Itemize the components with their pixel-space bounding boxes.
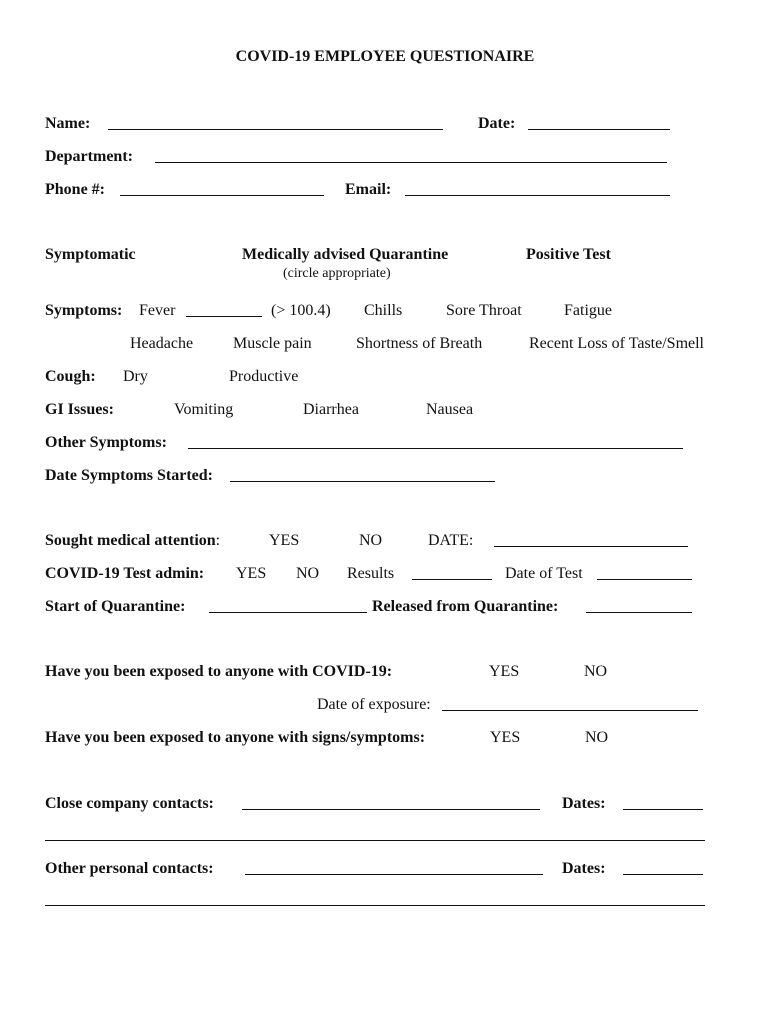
fever-temp-field[interactable] xyxy=(186,302,262,322)
symptom-headache[interactable]: Headache xyxy=(130,335,194,352)
symptom-sore-throat[interactable]: Sore Throat xyxy=(446,302,522,319)
test-label: COVID-19 Test admin: xyxy=(45,565,205,582)
test-yes[interactable]: YES xyxy=(236,565,267,582)
company-dates-field[interactable] xyxy=(623,795,703,815)
company-contacts-continuation-line[interactable] xyxy=(45,840,705,841)
email-field[interactable] xyxy=(405,181,670,201)
other-symptoms-field[interactable] xyxy=(188,434,683,454)
other-symptoms-label: Other Symptoms: xyxy=(45,434,167,451)
exposed-label: Have you been exposed to anyone with COVID-19: xyxy=(45,663,393,680)
exposed-yes[interactable]: YES xyxy=(489,663,520,680)
cough-dry[interactable]: Dry xyxy=(123,368,148,385)
department-label: Department: xyxy=(45,148,133,165)
company-contacts-field[interactable] xyxy=(242,795,540,815)
phone-label: Phone #: xyxy=(45,181,105,198)
phone-field[interactable] xyxy=(120,181,324,201)
date-of-test-label: Date of Test xyxy=(505,565,583,582)
exposed-signs-yes[interactable]: YES xyxy=(490,729,521,746)
personal-dates-label: Dates: xyxy=(562,860,606,877)
exposure-date-field[interactable] xyxy=(442,696,698,716)
fever-threshold: (> 100.4) xyxy=(271,302,331,319)
symptom-shortness-of-breath[interactable]: Shortness of Breath xyxy=(356,335,483,352)
symptom-fatigue[interactable]: Fatigue xyxy=(564,302,612,319)
exposed-signs-no[interactable]: NO xyxy=(585,729,609,746)
test-results-field[interactable] xyxy=(412,565,492,585)
department-field[interactable] xyxy=(155,148,667,168)
gi-diarrhea[interactable]: Diarrhea xyxy=(303,401,359,418)
medical-label: Sought medical attention xyxy=(45,532,216,549)
test-results-label: Results xyxy=(347,565,395,582)
symptom-fever[interactable]: Fever xyxy=(139,302,176,319)
exposed-no[interactable]: NO xyxy=(584,663,608,680)
personal-contacts-field[interactable] xyxy=(245,860,543,880)
symptom-taste-smell[interactable]: Recent Loss of Taste/Smell xyxy=(529,335,704,352)
personal-contacts-label: Other personal contacts: xyxy=(45,860,214,877)
gi-label: GI Issues: xyxy=(45,401,114,418)
status-quarantine[interactable]: Medically advised Quarantine xyxy=(242,246,449,263)
medical-date-label: DATE: xyxy=(428,532,474,549)
date-of-test-field[interactable] xyxy=(597,565,692,585)
status-positive-test[interactable]: Positive Test xyxy=(526,246,611,263)
test-no[interactable]: NO xyxy=(296,565,320,582)
medical-label-wrap xyxy=(45,532,220,550)
symptom-muscle-pain[interactable]: Muscle pain xyxy=(233,335,312,352)
company-dates-label: Dates: xyxy=(562,795,606,812)
quarantine-released-field[interactable] xyxy=(586,598,692,618)
circle-note: (circle appropriate) xyxy=(283,266,391,281)
quarantine-released-label: Released from Quarantine: xyxy=(372,598,559,615)
date-label: Date: xyxy=(478,115,516,132)
gi-vomiting[interactable]: Vomiting xyxy=(174,401,234,418)
email-label: Email: xyxy=(345,181,392,198)
date-started-field[interactable] xyxy=(230,467,495,487)
quarantine-start-label: Start of Quarantine: xyxy=(45,598,186,615)
company-contacts-label: Close company contacts: xyxy=(45,795,214,812)
name-field[interactable] xyxy=(108,115,443,135)
date-field[interactable] xyxy=(528,115,670,135)
symptoms-label: Symptoms: xyxy=(45,302,123,319)
form-title: COVID-19 EMPLOYEE QUESTIONAIRE xyxy=(235,48,535,65)
medical-colon: : xyxy=(215,532,221,549)
cough-label: Cough: xyxy=(45,368,96,385)
cough-productive[interactable]: Productive xyxy=(229,368,299,385)
status-symptomatic[interactable]: Symptomatic xyxy=(45,246,136,263)
medical-date-field[interactable] xyxy=(494,532,688,552)
medical-no[interactable]: NO xyxy=(359,532,383,549)
quarantine-start-field[interactable] xyxy=(209,598,367,618)
name-label: Name: xyxy=(45,115,91,132)
exposure-date-label: Date of exposure: xyxy=(317,696,431,713)
gi-nausea[interactable]: Nausea xyxy=(426,401,474,418)
medical-yes[interactable]: YES xyxy=(269,532,300,549)
date-started-label: Date Symptoms Started: xyxy=(45,467,213,484)
symptom-chills[interactable]: Chills xyxy=(364,302,403,319)
personal-contacts-continuation-line[interactable] xyxy=(45,905,705,906)
exposed-signs-label: Have you been exposed to anyone with signs/symptoms: xyxy=(45,729,426,746)
personal-dates-field[interactable] xyxy=(623,860,703,880)
